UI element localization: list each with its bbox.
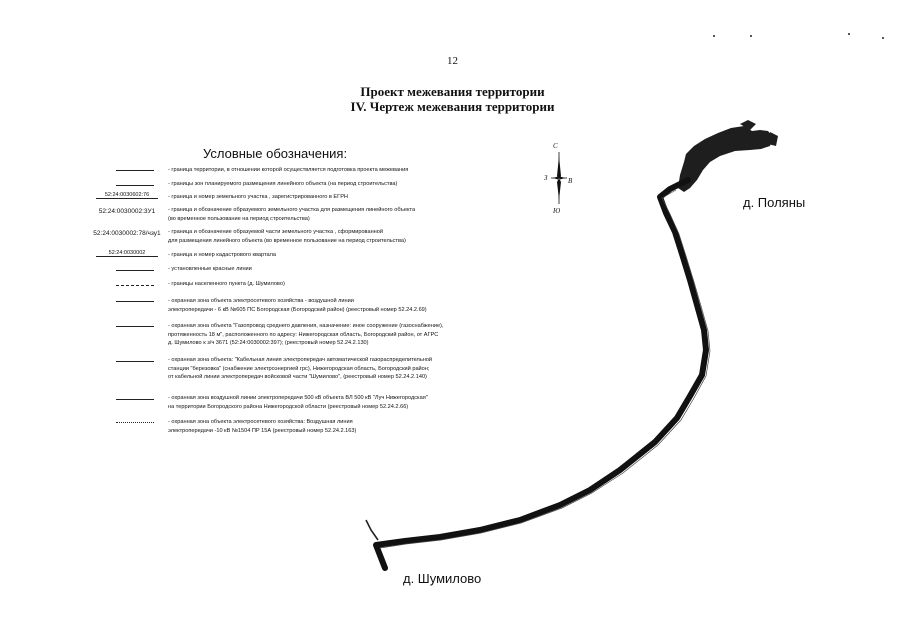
- legend-title: Условные обозначения:: [203, 146, 348, 161]
- scan-speck: [848, 33, 850, 35]
- legend-item-parcel-egrn: - граница и номер земельного участка , зарегистрированного в ЕГРН: [168, 194, 348, 200]
- compass-south: Ю: [553, 207, 561, 215]
- section-title: IV. Чертеж межевания территории: [350, 99, 555, 114]
- legend-item-power-line-10kv: - охранная зона объекта электросетевого хозяйства: Воздушная линия электропередачи -10 кВ №1504 ПР 15А (реестровый номер 52.24.2.163): [168, 419, 357, 434]
- legend-item-placement-zone: - границы зон планируемого размещения линейного объекта (на период строительства): [168, 181, 398, 187]
- polyany-settlement-shape: [678, 120, 778, 192]
- legend-item-new-parcel-part: - граница и обозначение образуемой части земельного участка , сформированной для размещения линейного объекта (во временное пользование на период строительства): [168, 229, 406, 244]
- scan-speck: [713, 35, 715, 37]
- legend-symbol-parcel-egrn: 52:24:0030602:76: [96, 192, 158, 199]
- compass-east: В: [568, 177, 573, 185]
- scan-speck: [882, 37, 884, 39]
- legend-item-gas-pipeline: - охранная зона объекта "Газопровод среднего давления, назначение: иное сооружение (газоснабжение), протяженность 18 м", расположенного по адресу: Нижегородская область, Богородский район, от АГРС д. Шумилово к з/ч 3671 (52:24:0030002:397); (реестровый номер 52.24.2.130): [168, 323, 444, 347]
- legend-symbol-cadastral-quarter: 52:24:0030002: [96, 250, 158, 257]
- legend-symbol-new-parcel: 52:24:0030002:3У1: [98, 208, 156, 215]
- compass-north: С: [553, 142, 558, 150]
- document-title: Проект межевания территории: [360, 84, 545, 99]
- legend-item-power-line-6kv: - охранная зона объекта электросетевого хозяйства - воздушной линии электропередачи - 6 кВ №605 ПС Богородская (Богородский район) (реестровый номер 52.24.2.69): [168, 298, 427, 313]
- legend-symbol-new-parcel-part: 52:24:0030002:78/чзу1: [93, 230, 161, 237]
- legend-item-red-lines: - установленные красные линии: [168, 266, 252, 272]
- route-end-spur: [366, 520, 378, 540]
- place-label-shumilovo: д. Шумилово: [403, 571, 482, 586]
- compass-west: З: [544, 174, 548, 182]
- legend-item-new-parcel: - граница и обозначение образуемого земельного участка для размещения линейного объекта (во временное пользование на период строительства): [168, 207, 416, 222]
- place-label-polyany: д. Поляны: [743, 195, 806, 210]
- scan-speck: [750, 35, 752, 37]
- page-number: 12: [447, 55, 458, 67]
- legend-item-settlement-boundary: - границы населенного пункта (д. Шумилово): [168, 281, 285, 287]
- legend-item-power-line-500kv: - охранная зона воздушной линии электропередачи 500 кВ объекта ВЛ 500 кВ "Луч Нижегородская" на территории Богородского района Нижегородской области (реестровый номер 52.24.2.66): [168, 395, 428, 410]
- legend-item-territory-boundary: - граница территории, в отношении которой осуществляется подготовка проекта межевания: [168, 167, 409, 173]
- route-outline: [380, 190, 710, 548]
- legend-item-cable-line: - охранная зона объекта: "Кабельная линия электропередач автоматической газораспределительной станции "березовка" (снабжение электроэнергией грс), Нижегородская область, Богородский район; от кабельной линии электропередач войсковой части "Шумилово", (реестровый номер 52.24.2.140): [168, 357, 433, 381]
- linear-object-route: [376, 180, 706, 568]
- legend-item-cadastral-quarter: - граница и номер кадастрового квартала: [168, 252, 276, 258]
